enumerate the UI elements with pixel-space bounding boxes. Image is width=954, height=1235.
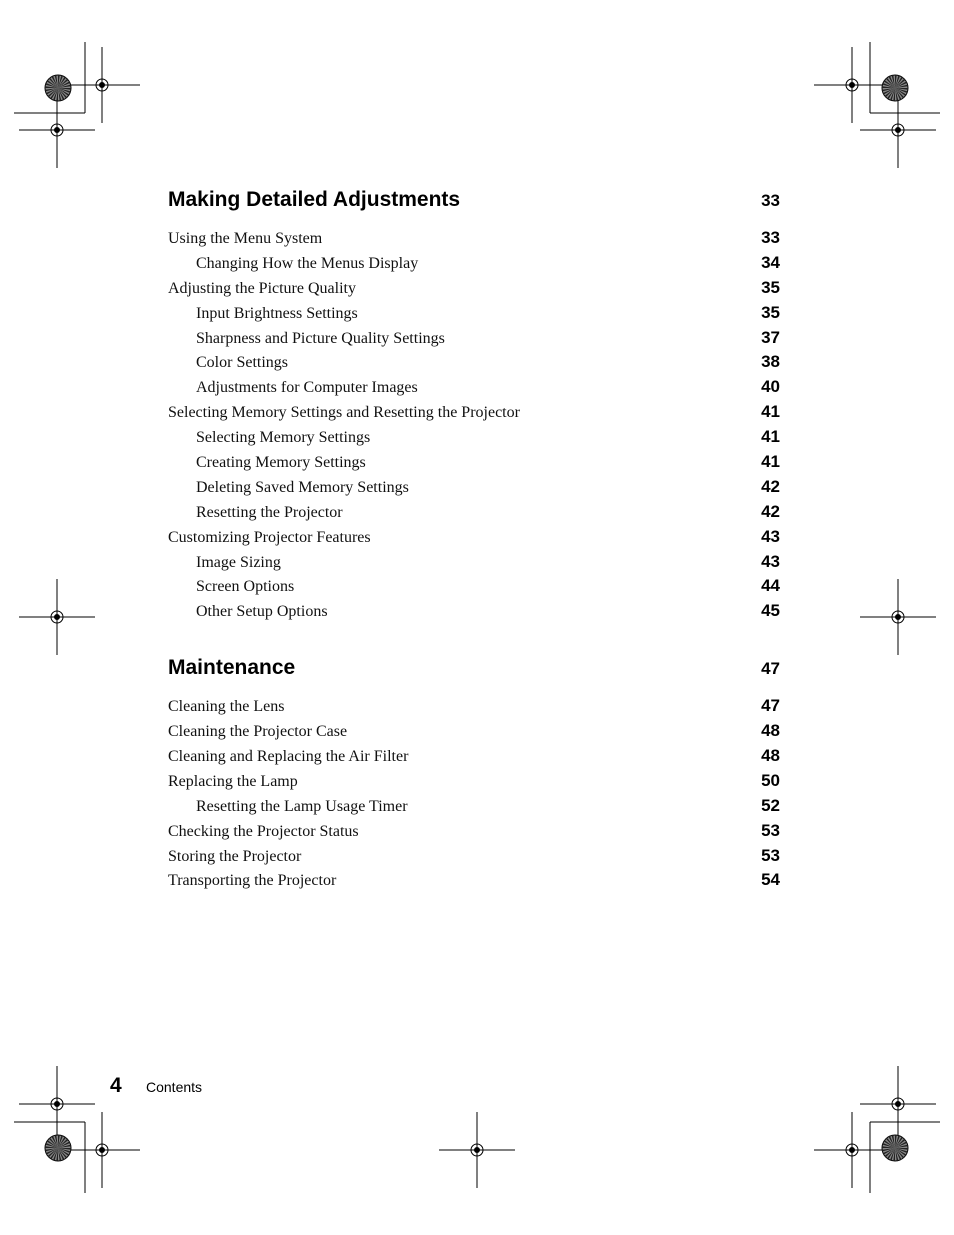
section-title: Making Detailed Adjustments [168,188,461,211]
star-target-mark [45,1135,71,1161]
toc-entry-page: 35 [761,302,780,322]
toc-entry-page: 54 [761,870,780,890]
toc-entry-page: 41 [761,427,780,447]
toc-entry-title: Selecting Memory Settings [196,429,371,447]
toc-entry-page: 42 [761,476,780,496]
toc-entry-title: Color Settings [196,354,289,372]
toc-entry-page: 41 [761,402,780,422]
toc-entry [168,328,780,353]
toc-entry-title: Sharpness and Picture Quality Settings [196,329,445,347]
section-page-number: 33 [761,191,780,210]
star-target-mark [882,1135,908,1161]
toc-entry-title: Deleting Saved Memory Settings [196,478,409,496]
toc-entry-page: 50 [761,770,780,790]
registration-mark [19,92,95,168]
toc-entry-title: Cleaning the Lens [168,698,285,716]
toc-entry [168,870,780,895]
toc-section [168,656,780,895]
toc-entry-page: 43 [761,526,780,546]
toc-entry-page: 43 [761,551,780,571]
toc-entry [168,721,780,746]
toc-entry [168,253,780,278]
toc-entry-page: 34 [761,252,780,272]
toc-entry-page: 38 [761,352,780,372]
toc-entry-page: 44 [761,576,780,596]
toc-entry-page: 48 [761,746,780,766]
toc-entry [168,576,780,601]
toc-entry-title: Checking the Projector Status [168,822,359,840]
registration-mark [64,1112,140,1188]
toc-entry [168,452,780,477]
toc-entry [168,352,780,377]
star-target-mark [882,75,908,101]
toc-entry [168,771,780,796]
toc-entry-page: 42 [761,501,780,521]
section-entries [168,228,780,626]
toc-entry-title: Screen Options [196,578,295,596]
toc-entry [168,228,780,253]
registration-mark [19,579,95,655]
toc-entry-page: 41 [761,452,780,472]
toc-entry-title: Customizing Projector Features [168,528,371,546]
section-heading [168,656,780,688]
toc-entry-title: Selecting Memory Settings and Resetting the Projector [168,404,520,422]
toc-entry-title: Transporting the Projector [168,872,337,890]
toc-entry-title: Creating Memory Settings [196,454,366,472]
toc-entry-title: Cleaning the Projector Case [168,723,348,741]
toc-entry-title: Using the Menu System [168,230,323,247]
toc-section [168,188,780,626]
toc-entry [168,746,780,771]
toc-entry [168,502,780,527]
toc-entry-page: 47 [761,696,780,716]
toc-entry [168,821,780,846]
registration-mark [439,1112,515,1188]
toc-entry [168,278,780,303]
section-page-number: 47 [761,659,780,679]
toc-entry-page: 52 [761,795,780,815]
toc-entry [168,303,780,328]
toc-entry-page: 33 [761,228,780,247]
toc-entry-page: 35 [761,277,780,297]
toc-entry [168,552,780,577]
toc-entry [168,402,780,427]
registration-mark [64,47,140,123]
section-title: Maintenance [168,656,296,680]
page-number: 4 [110,1074,122,1097]
registration-mark [814,1112,890,1188]
toc-entry-page: 40 [761,377,780,397]
toc-entry-page: 45 [761,601,780,621]
toc-entry-title: Other Setup Options [196,603,328,621]
toc-entry-title: Changing How the Menus Display [196,254,419,272]
toc-entry [168,601,780,626]
toc-entry-title: Adjusting the Picture Quality [168,279,356,297]
toc-entry [168,377,780,402]
registration-mark [19,1066,95,1142]
registration-mark [860,92,936,168]
toc-entry [168,696,780,721]
toc-entry-title: Replacing the Lamp [168,772,298,790]
toc-entry-title: Input Brightness Settings [196,304,358,322]
toc-entry [168,796,780,821]
toc-entry-page: 48 [761,721,780,741]
registration-mark [860,1066,936,1142]
toc-entry-title: Image Sizing [196,553,281,571]
toc-entry-page: 37 [761,327,780,347]
toc-entry-title: Storing the Projector [168,847,302,865]
toc-entry-page: 53 [761,820,780,840]
toc-entry-title: Adjustments for Computer Images [196,379,418,397]
running-head: Contents [146,1079,203,1095]
toc-entry [168,527,780,552]
toc-entry-title: Resetting the Projector [196,503,343,521]
registration-mark [814,47,890,123]
toc-entry [168,846,780,871]
section-entries [168,696,780,895]
page-footer [110,1074,202,1098]
registration-mark [860,579,936,655]
toc-entry-page: 53 [761,845,780,865]
star-target-mark [45,75,71,101]
toc-entry-title: Resetting the Lamp Usage Timer [196,797,408,815]
section-heading [168,188,780,220]
toc-entry-title: Cleaning and Replacing the Air Filter [168,748,409,766]
table-of-contents [168,188,780,925]
toc-entry [168,477,780,502]
toc-entry [168,427,780,452]
